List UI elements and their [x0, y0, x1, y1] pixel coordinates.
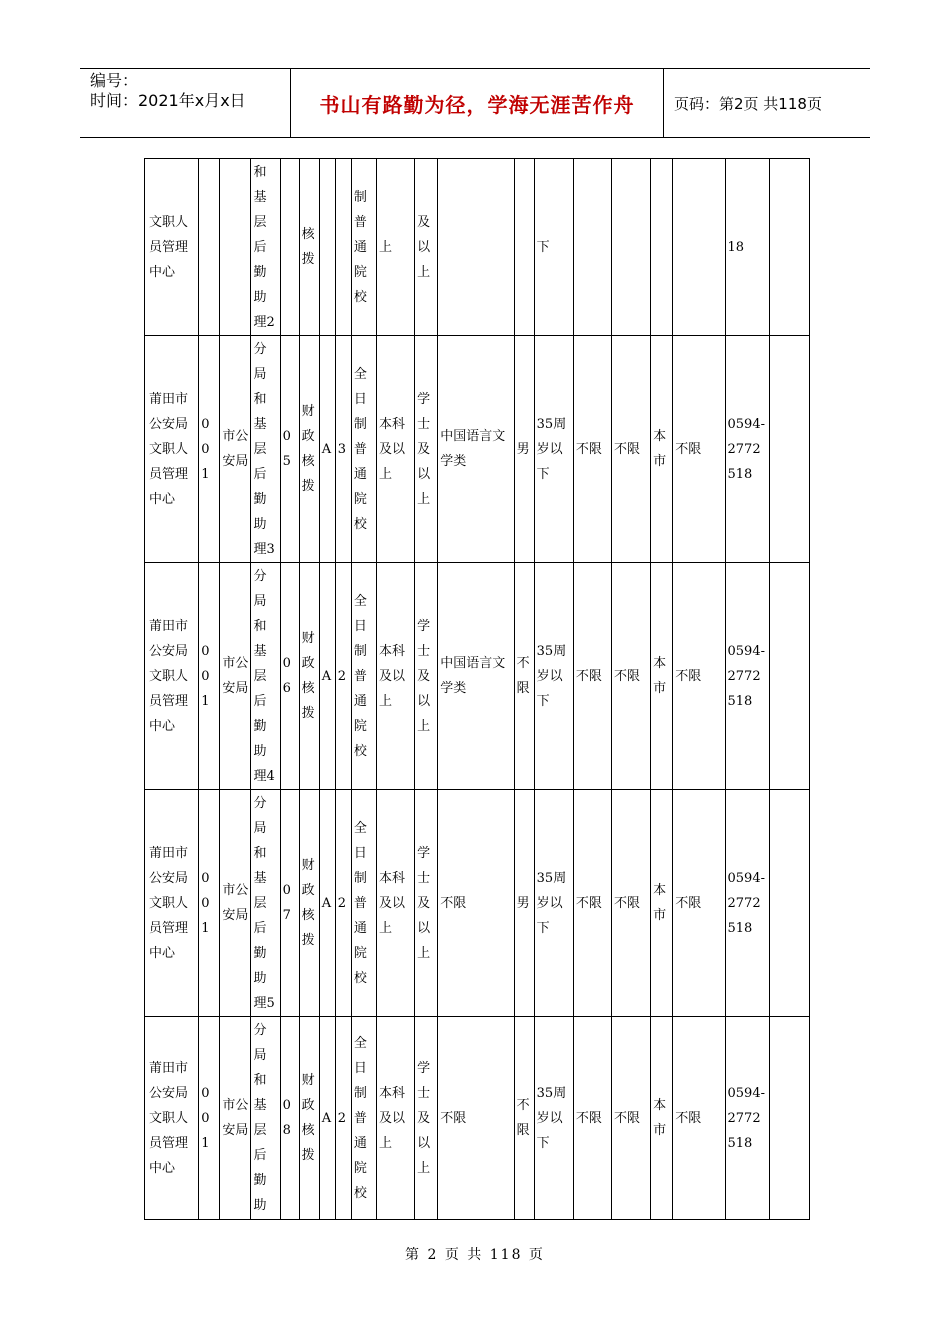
table-row	[145, 159, 810, 336]
cell-degree: 及以上	[415, 159, 438, 336]
cell-note	[769, 790, 809, 1017]
cell-unit: 市公安局	[220, 1017, 251, 1220]
cell-fund: 财政核拨	[299, 336, 319, 563]
cell-c1: 不限	[573, 336, 611, 563]
cell-code: 001	[199, 790, 220, 1017]
cell-code: 001	[199, 1017, 220, 1220]
cell-code: 001	[199, 336, 220, 563]
cell-dept: 莆田市公安局文职人员管理中心	[145, 790, 199, 1017]
page-header	[80, 68, 870, 138]
cell-note	[769, 159, 809, 336]
cell-age: 35周岁以下	[534, 336, 573, 563]
cell-pcode: 05	[280, 336, 299, 563]
cell-c1: 不限	[573, 790, 611, 1017]
cell-unit: 市公安局	[220, 336, 251, 563]
cell-major	[438, 159, 514, 336]
cell-position: 分局和基层后勤助	[251, 1017, 280, 1220]
cell-unit	[220, 159, 251, 336]
cell-region	[651, 159, 673, 336]
cell-dept: 莆田市公安局文职人员管理中心	[145, 563, 199, 790]
cell-c2	[612, 159, 651, 336]
cell-c1: 不限	[573, 563, 611, 790]
cell-pcode: 06	[280, 563, 299, 790]
cell-position: 和基层后勤助理2	[251, 159, 280, 336]
cell-study: 全日制普通院校	[351, 1017, 376, 1220]
cell-major: 中国语言文学类	[438, 336, 514, 563]
cell-position: 分局和基层后勤助理4	[251, 563, 280, 790]
cell-c3: 不限	[673, 1017, 725, 1220]
cell-note	[769, 563, 809, 790]
cell-degree: 学士及以上	[415, 563, 438, 790]
cell-note	[769, 336, 809, 563]
cell-c1: 不限	[573, 1017, 611, 1220]
cell-age: 下	[534, 159, 573, 336]
cell-num: 3	[335, 336, 351, 563]
header-page-label: 页码：第2页 共118页	[674, 94, 822, 113]
cell-num: 2	[335, 790, 351, 1017]
cell-phone: 0594-2772518	[725, 336, 769, 563]
recruitment-table	[144, 158, 810, 1220]
cell-edu: 本科及以上	[376, 790, 414, 1017]
cell-code: 001	[199, 563, 220, 790]
document-time-label: 时间：2021年x月x日	[90, 91, 246, 110]
table-row	[145, 1017, 810, 1220]
cell-code	[199, 159, 220, 336]
cell-fund: 财政核拨	[299, 1017, 319, 1220]
cell-c3: 不限	[673, 563, 725, 790]
cell-c3: 不限	[673, 336, 725, 563]
cell-gender	[514, 159, 534, 336]
cell-gender: 不限	[514, 1017, 534, 1220]
cell-cat: A	[319, 790, 335, 1017]
header-motto: 书山有路勤为径，学海无涯苦作舟	[291, 69, 664, 137]
table-row	[145, 336, 810, 563]
cell-study: 全日制普通院校	[351, 563, 376, 790]
cell-major: 不限	[438, 1017, 514, 1220]
cell-phone: 0594-2772518	[725, 563, 769, 790]
cell-age: 35周岁以下	[534, 790, 573, 1017]
cell-study: 全日制普通院校	[351, 790, 376, 1017]
cell-c2: 不限	[612, 563, 651, 790]
cell-edu: 本科及以上	[376, 563, 414, 790]
cell-study: 全日制普通院校	[351, 336, 376, 563]
document-number-label: 编号：	[90, 71, 139, 90]
cell-region: 本市	[651, 790, 673, 1017]
cell-num	[335, 159, 351, 336]
cell-unit: 市公安局	[220, 563, 251, 790]
cell-c3: 不限	[673, 790, 725, 1017]
cell-age: 35周岁以下	[534, 1017, 573, 1220]
header-meta	[80, 69, 291, 137]
cell-gender: 男	[514, 790, 534, 1017]
cell-gender: 男	[514, 336, 534, 563]
cell-cat: A	[319, 1017, 335, 1220]
cell-c1	[573, 159, 611, 336]
cell-major: 不限	[438, 790, 514, 1017]
cell-age: 35周岁以下	[534, 563, 573, 790]
cell-phone: 0594-2772518	[725, 1017, 769, 1220]
cell-pcode	[280, 159, 299, 336]
cell-pcode: 08	[280, 1017, 299, 1220]
cell-region: 本市	[651, 563, 673, 790]
cell-cat: A	[319, 563, 335, 790]
cell-c3	[673, 159, 725, 336]
cell-fund: 财政核拨	[299, 563, 319, 790]
cell-c2: 不限	[612, 336, 651, 563]
cell-edu: 上	[376, 159, 414, 336]
cell-num: 2	[335, 1017, 351, 1220]
cell-phone: 0594-2772518	[725, 790, 769, 1017]
cell-c2: 不限	[612, 1017, 651, 1220]
cell-edu: 本科及以上	[376, 1017, 414, 1220]
page-footer: 第 2 页 共 118 页	[405, 1247, 545, 1263]
cell-region: 本市	[651, 336, 673, 563]
cell-dept: 莆田市公安局文职人员管理中心	[145, 336, 199, 563]
cell-dept: 文职人员管理中心	[145, 159, 199, 336]
cell-major: 中国语言文学类	[438, 563, 514, 790]
cell-degree: 学士及以上	[415, 1017, 438, 1220]
cell-gender: 不限	[514, 563, 534, 790]
cell-note	[769, 1017, 809, 1220]
cell-pcode: 07	[280, 790, 299, 1017]
table-row	[145, 563, 810, 790]
cell-c2: 不限	[612, 790, 651, 1017]
cell-cat: A	[319, 336, 335, 563]
cell-phone: 18	[725, 159, 769, 336]
cell-degree: 学士及以上	[415, 790, 438, 1017]
cell-position: 分局和基层后勤助理5	[251, 790, 280, 1017]
cell-num: 2	[335, 563, 351, 790]
cell-fund: 核拨	[299, 159, 319, 336]
cell-study: 制普通院校	[351, 159, 376, 336]
cell-region: 本市	[651, 1017, 673, 1220]
table-row	[145, 790, 810, 1017]
cell-position: 分局和基层后勤助理3	[251, 336, 280, 563]
cell-cat	[319, 159, 335, 336]
cell-degree: 学士及以上	[415, 336, 438, 563]
cell-unit: 市公安局	[220, 790, 251, 1017]
cell-edu: 本科及以上	[376, 336, 414, 563]
cell-dept: 莆田市公安局文职人员管理中心	[145, 1017, 199, 1220]
cell-fund: 财政核拨	[299, 790, 319, 1017]
